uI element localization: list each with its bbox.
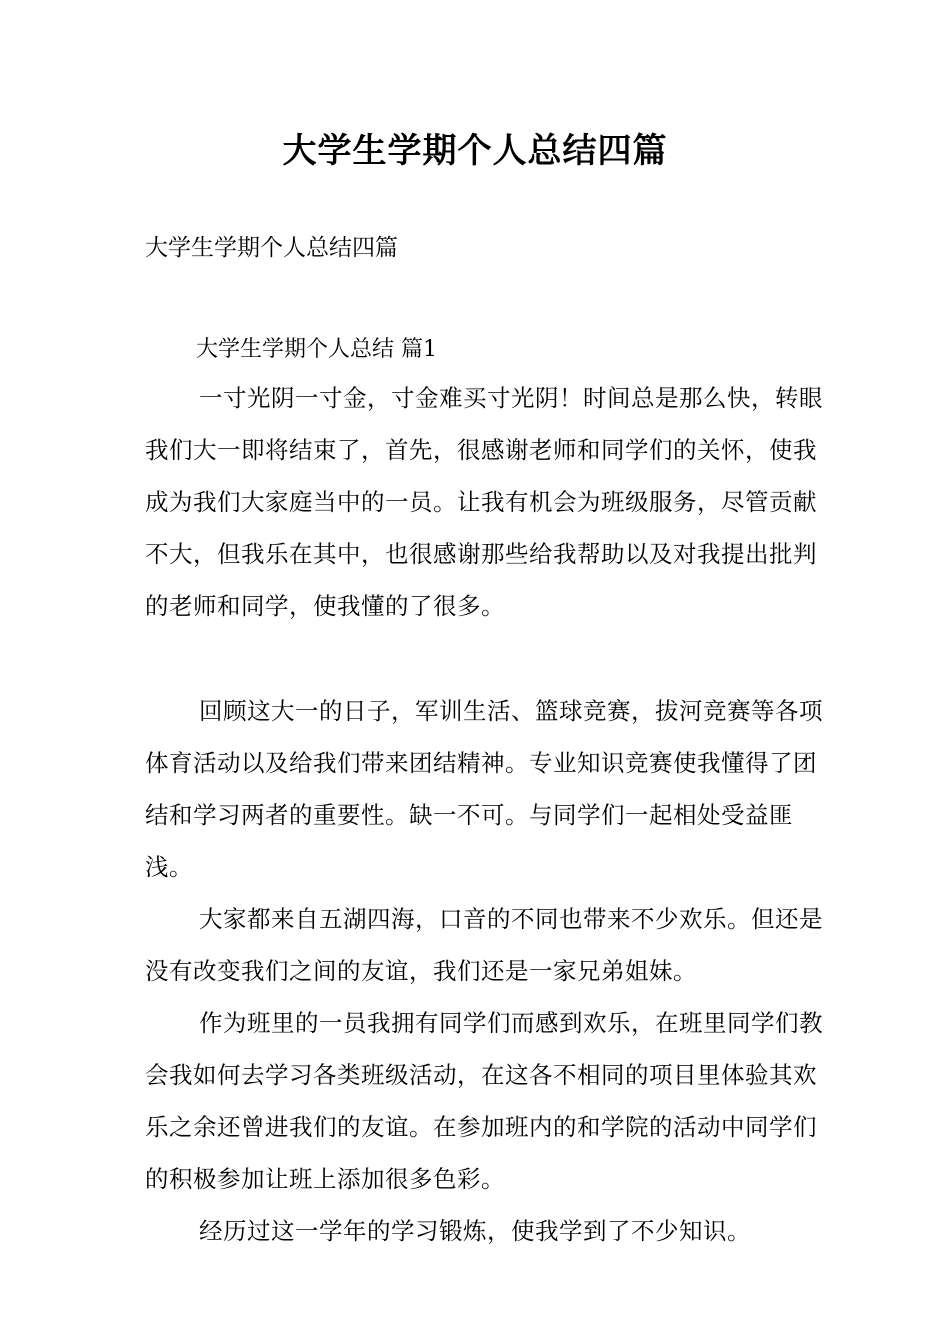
document-title: 大学生学期个人总结四篇 <box>282 131 668 171</box>
section-heading: 大学生学期个人总结 篇1 <box>196 337 437 362</box>
paragraph-5: 经历过这一学年的学习锻炼，使我学到了不少知识。 <box>199 1217 752 1245</box>
document-subtitle: 大学生学期个人总结四篇 <box>145 235 398 261</box>
paragraph-2: 回顾这大一的日子，军训生活、篮球竞赛，拔河竞赛等各项体育活动以及给我们带来团结精神。专业知识竞赛使我懂得了团结和学习两者的重要性。缺一不可。与同学们一起相处受益匪浅。 <box>145 697 824 881</box>
paragraph-1: 一寸光阴一寸金，寸金难买寸光阴！时间总是那么快，转眼我们大一即将结束了，首先，很感谢老师和同学们的关怀，使我成为我们大家庭当中的一员。让我有机会为班级服务，尽管贡献不大，但我乐在其中，也很感谢那些给我帮助以及对我提出批判的老师和同学，使我懂的了很多。 <box>145 384 824 620</box>
body-text <box>145 372 825 1257</box>
paragraph-4: 作为班里的一员我拥有同学们而感到欢乐，在班里同学们教会我如何去学习各类班级活动，在这各不相同的项目里体验其欢乐之余还曾进我们的友谊。在参加班内的和学院的活动中同学们的积极参加让班上添加很多色彩。 <box>145 1009 824 1193</box>
paragraph-3: 大家都来自五湖四海，口音的不同也带来不少欢乐。但还是没有改变我们之间的友谊，我们还是一家兄弟姐妹。 <box>145 905 824 985</box>
